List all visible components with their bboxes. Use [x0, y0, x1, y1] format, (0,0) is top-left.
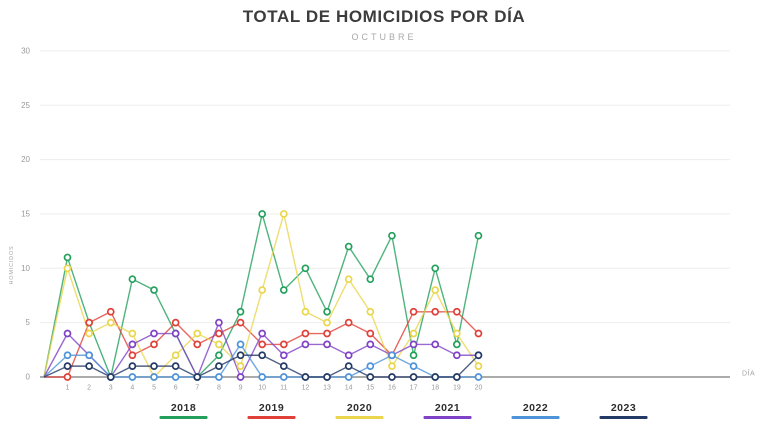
data-point-2020-day-11: [281, 211, 287, 217]
y-axis-title: HOMICIDOS: [9, 245, 15, 285]
data-point-2019-day-3: [108, 309, 114, 315]
legend-label-2020: 2020: [346, 402, 373, 414]
data-point-2020-day-15: [367, 309, 373, 315]
data-point-2022-day-20: [475, 374, 481, 380]
data-point-2019-day-18: [432, 309, 438, 315]
data-point-2022-day-16: [389, 352, 395, 358]
x-axis-title: DÍA: [742, 370, 756, 378]
data-point-2019-day-10: [259, 341, 265, 347]
data-point-2023-day-17: [411, 374, 417, 380]
data-point-2020-day-4: [129, 331, 135, 337]
data-point-2018-day-1: [65, 254, 71, 260]
y-tick-label: 0: [25, 372, 30, 382]
data-point-2022-day-15: [367, 363, 373, 369]
legend-item-2023: [600, 402, 648, 419]
data-point-2019-day-13: [324, 331, 330, 337]
y-tick-label: 20: [21, 155, 30, 165]
x-tick-label: 19: [452, 384, 461, 392]
data-point-2021-day-4: [129, 341, 135, 347]
data-point-2021-day-5: [151, 331, 157, 337]
data-point-2019-day-12: [302, 331, 308, 337]
data-point-2018-day-14: [346, 244, 352, 250]
x-tick-label: 11: [280, 384, 288, 392]
data-point-2022-day-11: [281, 374, 287, 380]
data-point-2022-day-5: [151, 374, 157, 380]
legend-item-2022: [512, 402, 560, 419]
data-point-2022-day-10: [259, 374, 265, 380]
data-point-2022-day-2: [86, 352, 92, 358]
x-tick-label: 4: [130, 384, 135, 392]
chart-subtitle: OCTUBRE: [351, 32, 417, 42]
data-point-2021-day-15: [367, 341, 373, 347]
x-tick-label: 10: [258, 384, 267, 392]
legend-item-2020: [336, 402, 384, 419]
data-point-2021-day-10: [259, 331, 265, 337]
data-point-2022-day-14: [346, 374, 352, 380]
data-point-2020-day-14: [346, 276, 352, 282]
x-tick-label: 14: [344, 384, 353, 392]
data-point-2022-day-9: [238, 341, 244, 347]
legend-label-2019: 2019: [258, 402, 285, 414]
data-point-2018-day-18: [432, 265, 438, 271]
data-point-2021-day-8: [216, 320, 222, 326]
data-point-2019-day-20: [475, 331, 481, 337]
data-point-2022-day-1: [65, 352, 71, 358]
data-point-2023-day-13: [324, 374, 330, 380]
x-tick-label: 13: [323, 384, 331, 392]
data-point-2021-day-9: [238, 374, 244, 380]
data-point-2018-day-13: [324, 309, 330, 315]
legend-color-line-2021: [424, 416, 472, 419]
legend-item-2019: [248, 402, 296, 419]
data-point-2023-day-18: [432, 374, 438, 380]
y-tick-label: 25: [21, 100, 30, 110]
data-point-2018-day-4: [129, 276, 135, 282]
x-tick-label: 2: [87, 384, 92, 392]
data-point-2021-day-1: [65, 331, 71, 337]
data-point-2018-day-10: [259, 211, 265, 217]
data-point-2018-day-12: [302, 265, 308, 271]
x-tick-label: 17: [409, 384, 418, 392]
x-tick-label: 7: [195, 384, 200, 392]
data-point-2020-day-6: [173, 352, 179, 358]
data-point-2018-day-5: [151, 287, 157, 293]
data-point-2023-day-2: [86, 363, 92, 369]
data-point-2018-day-17: [411, 352, 417, 358]
data-point-2018-day-19: [454, 341, 460, 347]
data-point-2020-day-16: [389, 363, 395, 369]
y-tick-label: 5: [25, 318, 30, 328]
legend-label-2021: 2021: [434, 402, 461, 414]
data-point-2019-day-4: [129, 352, 135, 358]
data-point-2023-day-9: [238, 352, 244, 358]
data-point-2019-day-6: [173, 320, 179, 326]
data-point-2023-day-19: [454, 374, 460, 380]
x-tick-label: 16: [388, 384, 396, 392]
legend-color-line-2018: [160, 416, 208, 419]
data-point-2019-day-1: [65, 374, 71, 380]
chart-legend: [160, 402, 648, 419]
data-point-2022-day-4: [129, 374, 135, 380]
data-point-2020-day-20: [475, 363, 481, 369]
data-point-2020-day-12: [302, 309, 308, 315]
data-point-2021-day-17: [411, 341, 417, 347]
legend-color-line-2022: [512, 416, 560, 419]
data-point-2023-day-7: [194, 374, 200, 380]
data-point-2020-day-1: [65, 265, 71, 271]
data-point-2019-day-15: [367, 331, 373, 337]
data-point-2022-day-8: [216, 374, 222, 380]
data-point-2023-day-12: [302, 374, 308, 380]
legend-label-2023: 2023: [610, 402, 637, 414]
legend-color-line-2020: [336, 416, 384, 419]
data-point-2021-day-18: [432, 341, 438, 347]
legend-item-2018: [160, 402, 208, 419]
data-point-2019-day-14: [346, 320, 352, 326]
data-point-2019-day-8: [216, 331, 222, 337]
data-point-2018-day-8: [216, 352, 222, 358]
data-point-2021-day-13: [324, 341, 330, 347]
data-point-2023-day-1: [65, 363, 71, 369]
legend-label-2018: 2018: [170, 402, 197, 414]
x-tick-label: 8: [216, 384, 221, 392]
data-point-2021-day-6: [173, 331, 179, 337]
data-point-2023-day-3: [108, 374, 114, 380]
data-point-2023-day-8: [216, 363, 222, 369]
data-point-2019-day-7: [194, 341, 200, 347]
data-point-2019-day-11: [281, 341, 287, 347]
x-tick-label: 20: [474, 384, 483, 392]
data-point-2020-day-19: [454, 331, 460, 337]
data-point-2023-day-11: [281, 363, 287, 369]
x-tick-label: 15: [366, 384, 375, 392]
data-point-2021-day-11: [281, 352, 287, 358]
x-tick-label: 9: [238, 384, 243, 392]
x-tick-label: 1: [65, 384, 70, 392]
data-point-2020-day-3: [108, 320, 114, 326]
data-point-2020-day-7: [194, 331, 200, 337]
data-point-2019-day-19: [454, 309, 460, 315]
legend-item-2021: [424, 402, 472, 419]
data-point-2023-day-4: [129, 363, 135, 369]
data-point-2019-day-2: [86, 320, 92, 326]
data-point-2023-day-6: [173, 363, 179, 369]
data-point-2020-day-18: [432, 287, 438, 293]
data-point-2023-day-10: [259, 352, 265, 358]
data-point-2023-day-20: [475, 352, 481, 358]
legend-color-line-2023: [600, 416, 648, 419]
data-point-2020-day-10: [259, 287, 265, 293]
legend-color-line-2019: [248, 416, 296, 419]
x-tick-label: 3: [108, 384, 113, 392]
data-point-2020-day-2: [86, 331, 92, 337]
data-point-2021-day-12: [302, 341, 308, 347]
data-point-2023-day-15: [367, 374, 373, 380]
data-point-2019-day-5: [151, 341, 157, 347]
data-point-2022-day-17: [411, 363, 417, 369]
data-point-2023-day-16: [389, 374, 395, 380]
y-tick-label: 10: [21, 263, 30, 273]
y-tick-label: 30: [21, 46, 30, 56]
x-tick-label: 12: [301, 384, 310, 392]
data-point-2020-day-17: [411, 331, 417, 337]
data-point-2021-day-19: [454, 352, 460, 358]
data-point-2023-day-5: [151, 363, 157, 369]
data-point-2018-day-16: [389, 233, 395, 239]
data-point-2020-day-8: [216, 341, 222, 347]
data-point-2021-day-14: [346, 352, 352, 358]
data-point-2018-day-20: [475, 233, 481, 239]
data-point-2019-day-17: [411, 309, 417, 315]
data-point-2023-day-14: [346, 363, 352, 369]
data-point-2018-day-9: [238, 309, 244, 315]
data-point-2022-day-6: [173, 374, 179, 380]
x-tick-label: 18: [431, 384, 440, 392]
data-point-2020-day-13: [324, 320, 330, 326]
legend-label-2022: 2022: [522, 402, 549, 414]
data-point-2020-day-9: [238, 363, 244, 369]
x-tick-label: 6: [173, 384, 178, 392]
data-point-2018-day-11: [281, 287, 287, 293]
data-point-2018-day-15: [367, 276, 373, 282]
y-tick-label: 15: [21, 209, 30, 219]
x-tick-label: 5: [152, 384, 156, 392]
chart-title: TOTAL DE HOMICIDIOS POR DÍA: [242, 7, 526, 26]
data-point-2019-day-9: [238, 320, 244, 326]
